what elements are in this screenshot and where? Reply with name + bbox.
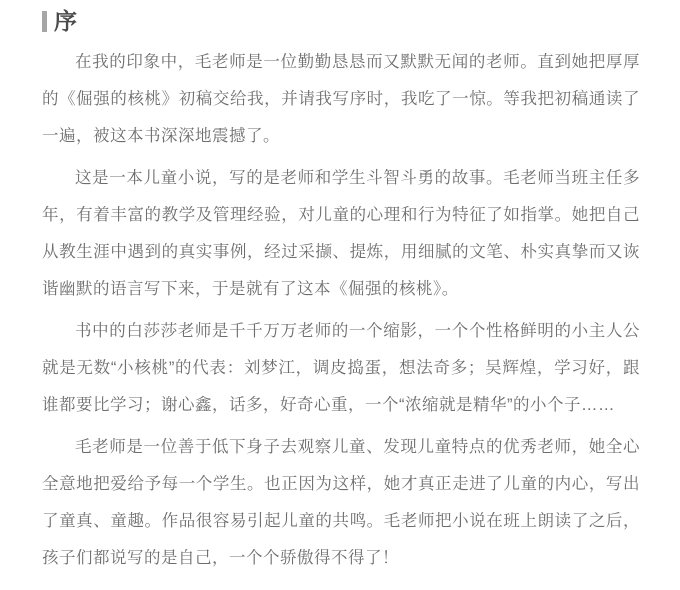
paragraph-4: 毛老师是一位善于低下身子去观察儿童、发现儿童特点的优秀老师，她全心全意地把爱给予每一个学生。也正因为这样，她才真正走进了儿童的内心，写出了童真、童趣。作品很容易引起儿童的共鸣。毛老师把小说在班上朗读了之后，孩子们都说写的是自己，一个个骄傲得不得了！: [42, 438, 640, 567]
preface-body: [42, 44, 640, 577]
page-title: 序: [54, 8, 78, 34]
section-title-row: [42, 6, 640, 36]
paragraph-3: 书中的白莎莎老师是千千万万老师的一个缩影，一个个性格鲜明的小主人公就是无数“小核桃”的代表：刘梦江，调皮捣蛋，想法奇多；吴辉煌，学习好，跟谁都要比学习；谢心鑫，话多，好奇心重，一个“浓缩就是精华”的小个子……: [42, 322, 640, 414]
paragraph-2: 这是一本儿童小说，写的是老师和学生斗智斗勇的故事。毛老师当班主任多年，有着丰富的教学及管理经验，对儿童的心理和行为特征了如指掌。她把自己从教生涯中遇到的真实事例，经过采撷、提炼，用细腻的文笔、朴实真挚而又诙谐幽默的语言写下来，于是就有了这本《倔强的核桃》。: [42, 169, 640, 298]
title-accent-bar: [42, 11, 47, 32]
paragraph-1: 在我的印象中，毛老师是一位勤勤恳恳而又默默无闻的老师。直到她把厚厚的《倔强的核桃》初稿交给我，并请我写序时，我吃了一惊。等我把初稿通读了一遍，被这本书深深地震撼了。: [42, 53, 640, 145]
